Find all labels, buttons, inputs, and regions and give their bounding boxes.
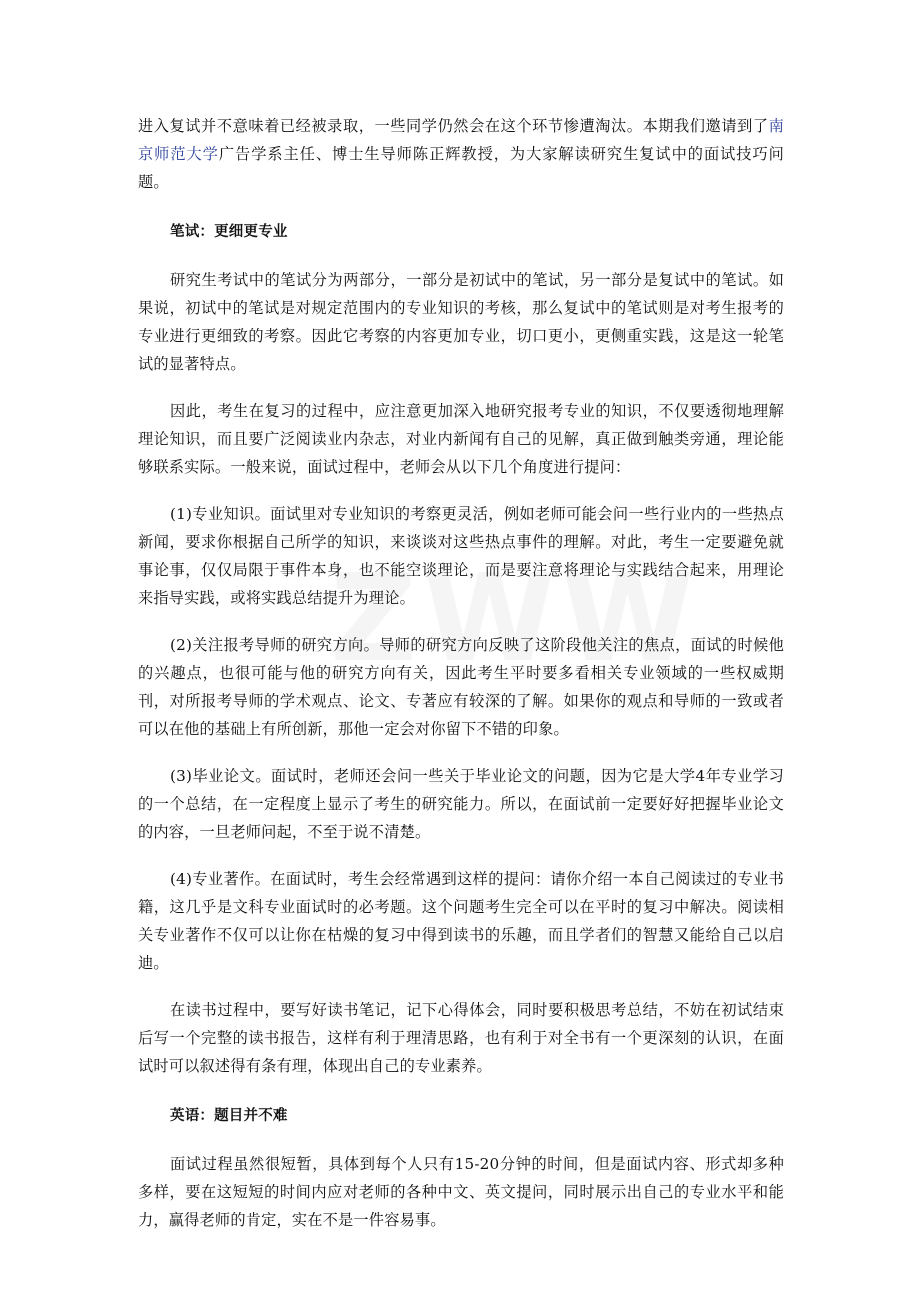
paragraph-point-4-books: (4)专业著作。在面试时，考生会经常遇到这样的提问：请你介绍一本自己阅读过的专业书籍，这几乎是文科专业面试时的必考题。这个问题考生完全可以在平时的复习中解决。阅读相关专业著作不仅可以让你在枯燥的复习中得到读书的乐趣，而且学者们的智慧又能给自己以启迪。 (138, 870, 784, 972)
paragraph-point-3-thesis: (3)毕业论文。面试时，老师还会问一些关于毕业论文的问题，因为它是大学4年专业学习的一个总结，在一定程度上显示了考生的研究能力。所以，在面试前一定要好好把握毕业论文的内容，一旦老师问起，不至于说不清楚。 (138, 767, 784, 841)
paragraph-review-advice: 因此，考生在复习的过程中，应注意更加深入地研究报考专业的知识，不仅要透彻地理解理论知识，而且要广泛阅读业内杂志，对业内新闻有自己的见解，真正做到触类旁通，理论能够联系实际。一般来说，面试过程中，老师会从以下几个角度进行提问： (138, 402, 784, 476)
paragraph-reading-notes: 在读书过程中，要写好读书笔记，记下心得体会，同时要积极思考总结，不妨在初试结束后写一个完整的读书报告，这样有利于理清思路，也有利于对全书有一个更深刻的认识，在面试时可以叙述得有条有理，体现出自己的专业素养。 (138, 1001, 784, 1075)
paragraph-written-exam-overview: 研究生考试中的笔试分为两部分，一部分是初试中的笔试，另一部分是复试中的笔试。如果说，初试中的笔试是对规定范围内的专业知识的考核，那么复试中的笔试则是对考生报考的专业进行更细致的考察。因此它考察的内容更加专业，切口更小，更侧重实践，这是这一轮笔试的显著特点。 (138, 271, 784, 373)
document-page (138, 112, 784, 1234)
university-link[interactable]: 南京师范大学 (138, 117, 784, 163)
section-heading-written-exam: 笔试：更细更专业 (170, 224, 288, 240)
section-heading-english: 英语：题目并不难 (170, 1108, 288, 1124)
paragraph-point-2-advisor: (2)关注报考导师的研究方向。导师的研究方向反映了这阶段他关注的焦点，面试的时候他的兴趣点，也很可能与他的研究方向有关，因此考生平时要多看相关专业领域的一些权威期刊，对所报考导师的学术观点、论文、专著应有较深的了解。如果你的观点和导师的一致或者可以在他的基础上有所创新，那他一定会对你留下不错的印象。 (138, 636, 784, 738)
paragraph-point-1-knowledge: (1)专业知识。面试里对专业知识的考察更灵活，例如老师可能会问一些行业内的一些热点新闻，要求你根据自己所学的知识，来谈谈对这些热点事件的理解。对此，考生一定要避免就事论事，仅仅局限于事件本身，也不能空谈理论，而是要注意将理论与实践结合起来，用理论来指导实践，或将实践总结提升为理论。 (138, 505, 784, 607)
intro-text-start: 进入复试并不意味着已经被录取，一些同学仍然会在这个环节惨遭淘汰。本期我们邀请到了 (138, 117, 769, 135)
intro-paragraph (138, 112, 784, 196)
intro-text-end: 广告学系主任、博士生导师陈正辉教授，为大家解读研究生复试中的面试技巧问题。 (138, 145, 785, 191)
paragraph-interview-overview: 面试过程虽然很短暂，具体到每个人只有15-20分钟的时间，但是面试内容、形式却多种多样，要在这短短的时间内应对老师的各种中文、英文提问，同时展示出自己的专业水平和能力，赢得老师的肯定，实在不是一件容易事。 (138, 1155, 784, 1229)
